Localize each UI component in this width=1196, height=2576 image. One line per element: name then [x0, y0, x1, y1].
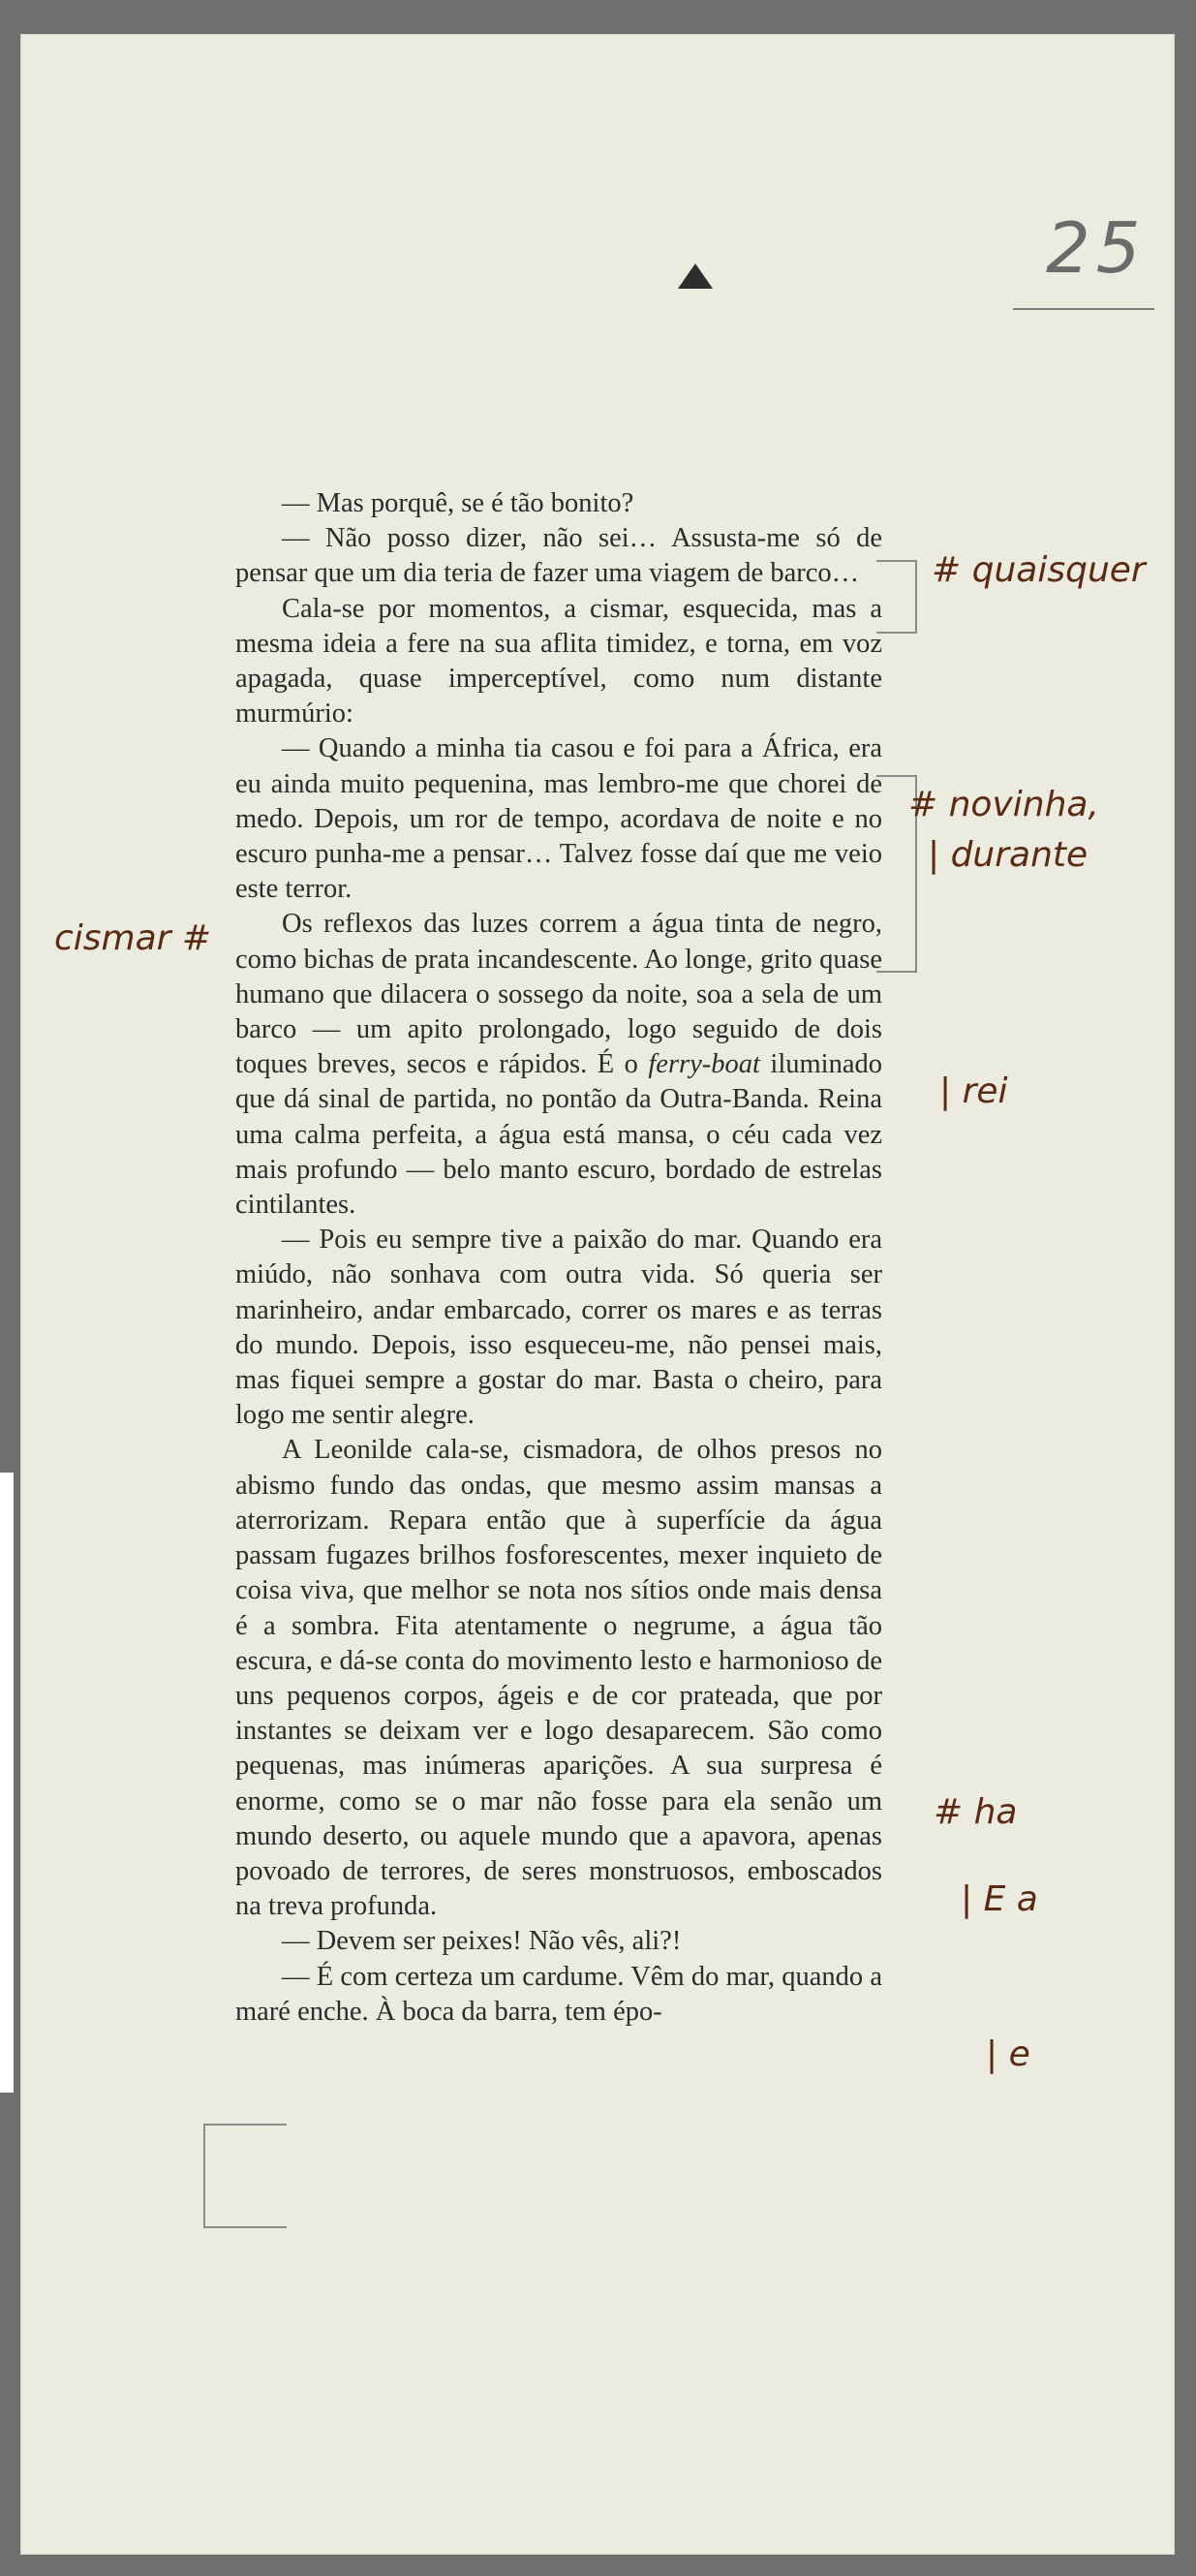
margin-note-durante: | durante — [928, 835, 1089, 875]
margin-note-quaisquer: # quaisquer — [932, 550, 1146, 590]
margin-note-novinha: # novinha, — [908, 785, 1099, 824]
body-text — [235, 486, 882, 2030]
paragraph-6: — Pois eu sempre tive a paixão do mar. Quando era miúdo, não sonhava com outra vida. Só queria ser marinheiro, andar embarcado, correr os mares e as terras do mundo. Depois, isso esqueceu-me, não pensei mais, mas fiquei sempre a gostar do mar. Basta o cheiro, para logo me sentir alegre. — [235, 1225, 882, 1431]
margin-note-rei: | rei — [939, 1071, 1008, 1111]
page-number: 25 — [1046, 207, 1147, 289]
paragraph-1: — Mas porquê, se é tão bonito? — [282, 488, 634, 518]
paragraph-8: — Devem ser peixes! Não vês, ali?! — [282, 1926, 682, 1957]
paragraph-2: — Não posso dizer, não sei… Assusta-me só de pensar que um dia teria de fazer uma viagem de barco… — [235, 523, 882, 589]
ferry-boat-italic: ferry-boat — [648, 1049, 760, 1080]
insertion-caret-mark — [678, 264, 713, 289]
scanner-edge-strip — [0, 1473, 14, 2093]
paragraph-3: Cala-se por momentos, a cismar, esquecida, mas a mesma ideia a fere na sua aflita timidez, e torna, em voz apagada, quase imperceptível, como num distante murmúrio: — [235, 593, 882, 729]
paragraph-4: — Quando a minha tia casou e foi para a África, era eu ainda muito pequenina, mas lembro-me que chorei de medo. Depois, um ror de tempo, acordava de noite e no escuro punha-me a pensar… Talvez fosse daí que me veio este terror. — [235, 733, 882, 905]
margin-bracket-bottom — [203, 2124, 287, 2228]
margin-note-e-a: | E a — [961, 1879, 1038, 1919]
paragraph-9: — É com certeza um cardume. Vêm do mar, quando a maré enche. À boca da barra, tem épo- — [235, 1961, 882, 2027]
paragraph-5: Os reflexos das luzes correm a água tinta de negro, como bichas de prata incandescente. Ao longe, grito quase humano que dilacera o sossego da noite, soa a sela de um barco — um apito prolongado, logo seguido de dois toques breves, secos e rápidos. É o ferry-boat iluminado que dá sinal de partida, no pontão da Outra-Banda. Reina uma calma perfeita, a água está mansa, o céu cada vez mais profundo — belo manto escuro, bordado de estrelas cintilantes. — [235, 909, 882, 1221]
margin-note-cismar: cismar # — [54, 918, 212, 958]
paragraph-7: A Leonilde cala-se, cismadora, de olhos presos no abismo fundo das ondas, que mesmo assim mansas a aterrorizam. Repara então que à superfície da água passam fugazes brilhos fosforescentes, mexer inquieto de coisa viva, que melhor se nota nos sítios onde mais densa é a sombra. Fita atentamente o negrume, a água tão escura, e dá-se conta do movimento lesto e harmonioso de uns pequenos corpos, ágeis e de cor prateada, que por instantes se deixam ver e logo desaparecem. São como pequenas, mas inúmeras aparições. A sua surpresa é enorme, como se o mar não fosse para ela senão um mundo deserto, ou aquele mundo que a apavora, apenas povoado de terrores, de seres monstruosos, emboscados na treva profunda. — [235, 1435, 882, 1922]
margin-note-e: | e — [986, 2034, 1030, 2074]
page-number-underline — [1013, 308, 1154, 310]
margin-note-ha: # ha — [934, 1792, 1018, 1832]
margin-bracket-top — [876, 560, 917, 634]
